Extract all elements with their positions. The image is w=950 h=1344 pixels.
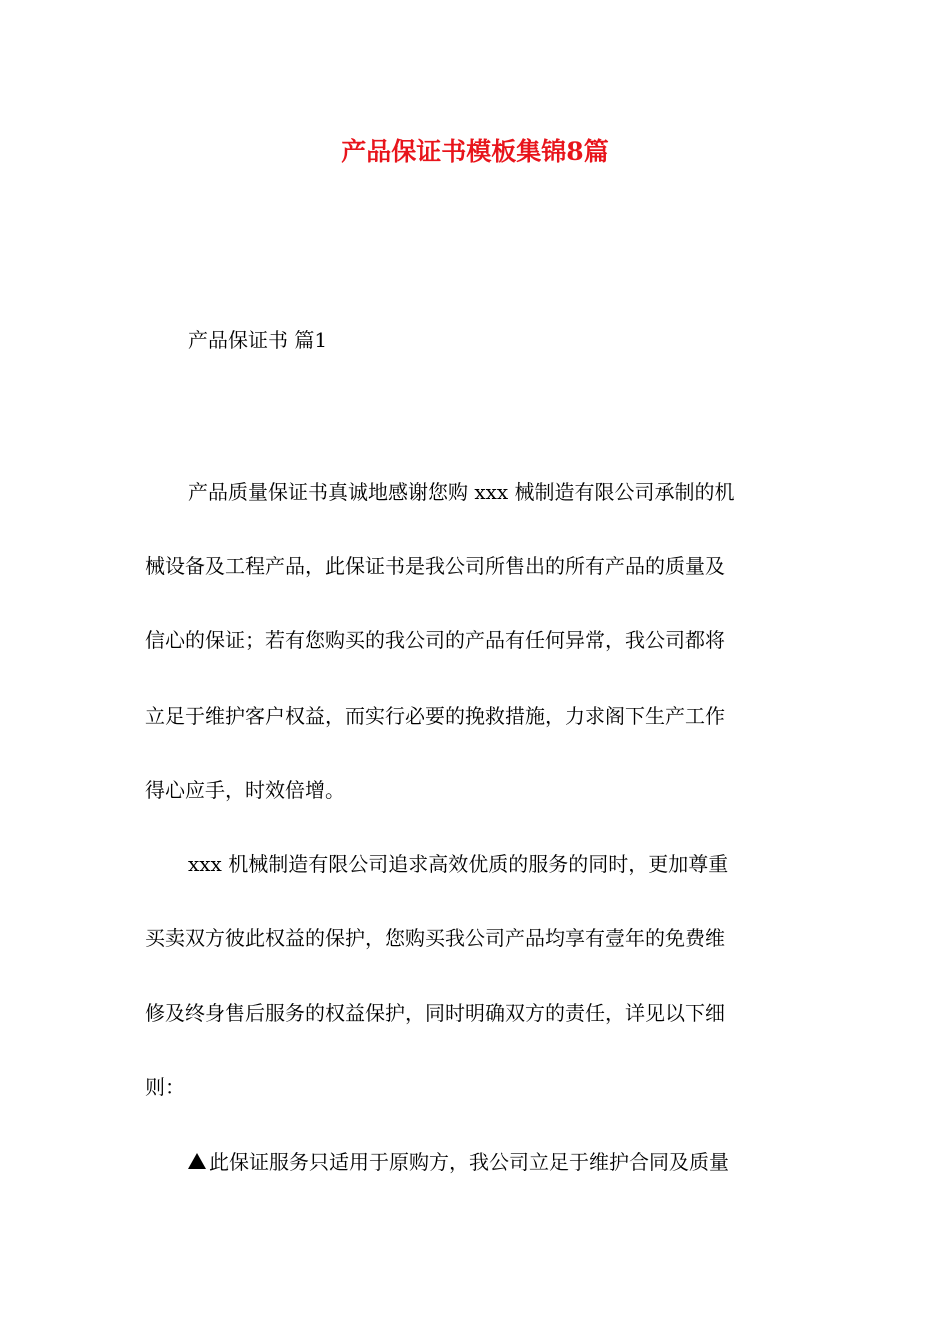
paragraph-line: 修及终身售后服务的权益保护，同时明确双方的责任，详见以下细 — [145, 1001, 725, 1025]
paragraph-line: 立足于维护客户权益，而实行必要的挽救措施，力求阁下生产工作 — [145, 704, 725, 728]
bullet-line — [188, 1146, 729, 1178]
paragraph-line: 则： — [145, 1075, 185, 1099]
paragraph-line: 械设备及工程产品，此保证书是我公司所售出的所有产品的质量及 — [145, 554, 725, 578]
paragraph-line: 产品质量保证书真诚地感谢您购 xxx 械制造有限公司承制的机 — [188, 480, 735, 504]
black-triangle-icon — [188, 1153, 206, 1169]
document-title: 产品保证书模板集锦8篇 — [341, 137, 609, 166]
paragraph-line: 得心应手，时效倍增。 — [145, 778, 345, 802]
paragraph-line: 信心的保证；若有您购买的我公司的产品有任何异常，我公司都将 — [145, 628, 725, 652]
bullet-text: 此保证服务只适用于原购方，我公司立足于维护合同及质量 — [209, 1150, 729, 1174]
paragraph-line: 买卖双方彼此权益的保护，您购买我公司产品均享有壹年的免费维 — [145, 926, 725, 950]
section-heading: 产品保证书 篇1 — [188, 328, 328, 352]
paragraph-line: xxx 机械制造有限公司追求高效优质的服务的同时，更加尊重 — [188, 852, 729, 876]
